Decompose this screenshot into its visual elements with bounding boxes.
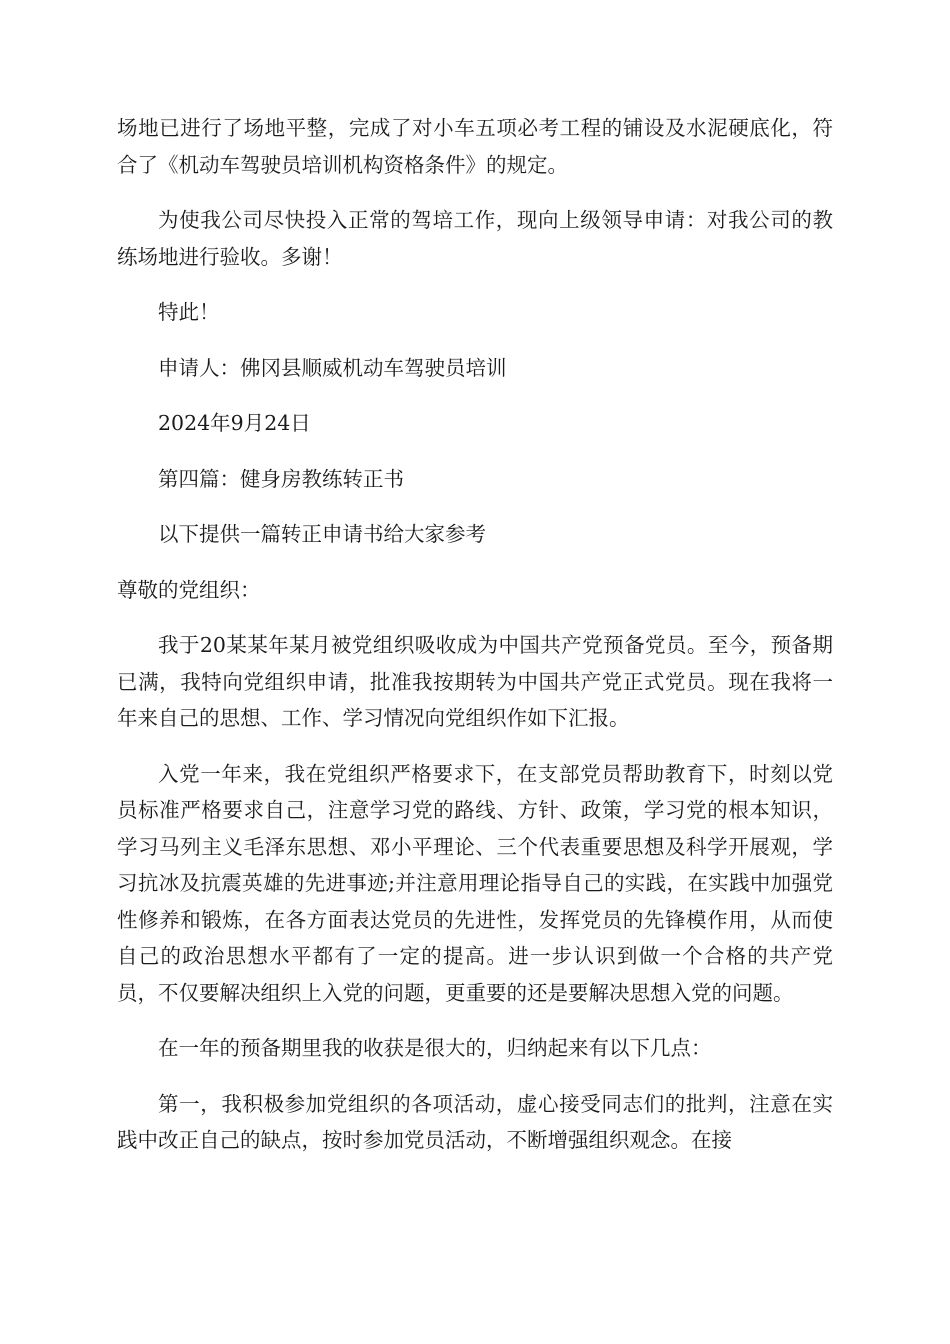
- paragraph-date: 2024年9月24日: [158, 411, 311, 435]
- paragraph-intro: 以下提供一篇转正申请书给大家参考: [158, 522, 486, 546]
- salutation: 尊敬的党组织：: [117, 577, 261, 602]
- paragraph-site-leveling: 场地已进行了场地平整，完成了对小车五项必考工程的铺设及水泥硬底化，符合了《机动车驾驶员培训机构资格条件》的规定。: [117, 116, 833, 177]
- paragraph-probation: 我于20某某年某月被党组织吸收成为中国共产党预备党员。至今，预备期已满，我特向党组织申请，批准我按期转为中国共产党正式党员。现在我将一年来自己的思想、工作、学习情况向党组织作如下汇报。: [117, 633, 833, 730]
- section-heading: 第四篇：健身房教练转正书: [158, 466, 404, 491]
- paragraph-first-point: 第一，我积极参加党组织的各项活动，虚心接受同志们的批判，注意在实践中改正自己的缺点，按时参加党员活动，不断增强组织观念。在接: [117, 1091, 833, 1152]
- paragraph-applicant: 申请人：佛冈县顺威机动车驾驶员培训: [158, 355, 507, 380]
- paragraph-gains: 在一年的预备期里我的收获是很大的，归纳起来有以下几点：: [158, 1036, 712, 1060]
- document-page: [117, 110, 833, 1178]
- paragraph-closing: 特此！: [158, 300, 220, 324]
- paragraph-acceptance-request: 为使我公司尽快投入正常的驾培工作，现向上级领导申请：对我公司的教练场地进行验收。多谢！: [117, 208, 833, 269]
- paragraph-study: 入党一年来，我在党组织严格要求下，在支部党员帮助教育下，时刻以党员标准严格要求自己，注意学习党的路线、方针、政策，学习党的根本知识，学习马列主义毛泽东思想、邓小平理论、三个代表重要思想及科学开展观，学习抗冰及抗震英雄的先进事迹;并注意用理论指导自己的实践，在实践中加强党性修养和锻炼，在各方面表达党员的先进性，发挥党员的先锋模作用，从而使自己的政治思想水平都有了一定的提高。进一步认识到做一个合格的共产党员，不仅要解决组织上入党的问题，更重要的还是要解决思想入党的问题。: [117, 761, 833, 1005]
